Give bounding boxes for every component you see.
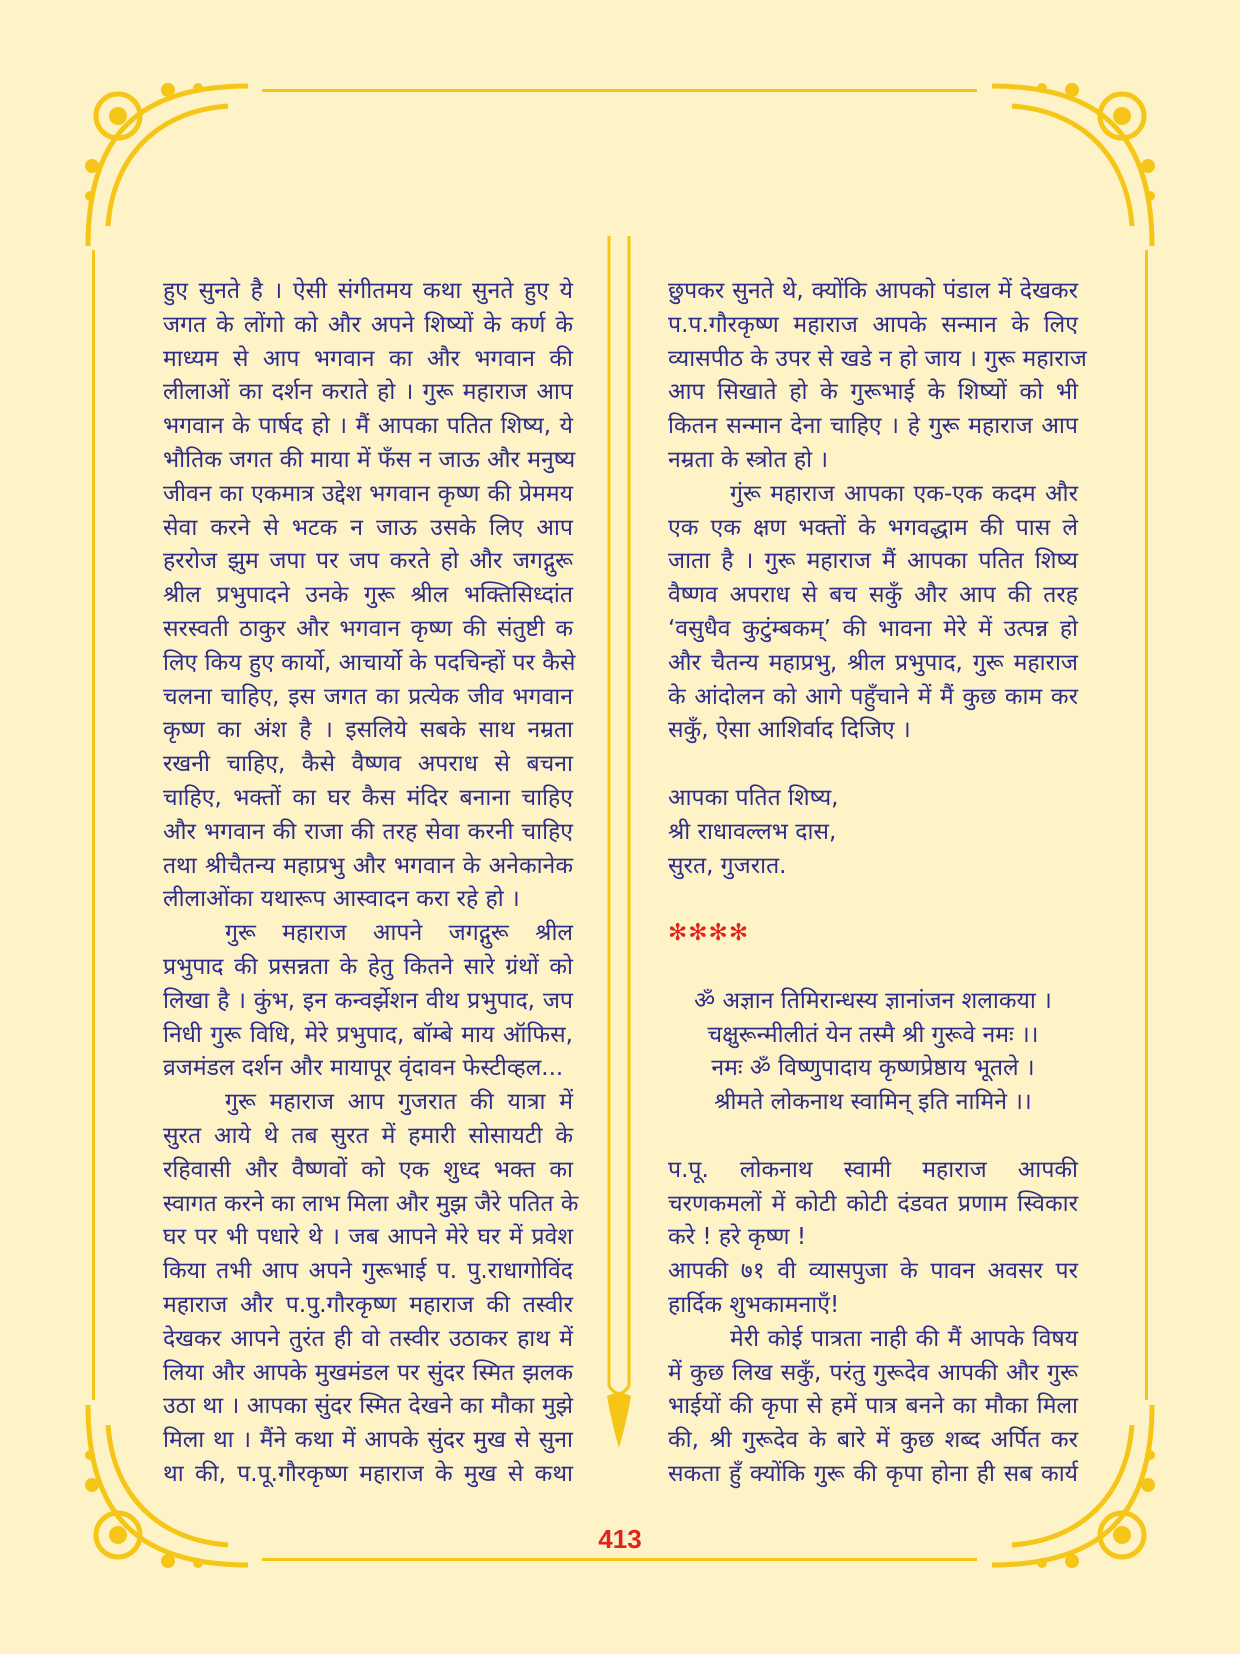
shloka-line: ॐ अज्ञान तिमिरान्धस्य ज्ञानांजन शलाकया । — [694, 987, 1052, 1014]
text-line: रहिवासी और वैष्णवों को एक शुध्द भक्त का — [163, 1156, 573, 1183]
text-line: छुपकर सुनते थे, क्योंकि आपको पंडाल में देखकर — [668, 278, 1078, 304]
text-line: लिखा है । कुंभ, इन कन्वर्झेशन वीथ प्रभुपाद, जप — [163, 987, 573, 1014]
text-line: और भगवान की राजा की तरह सेवा करनी चाहिए — [163, 818, 573, 845]
text-line: लिया और आपके मुखमंडल पर सुंदर स्मित झलक — [163, 1359, 573, 1386]
text-line: सकुँ, ऐसा आशिर्वाद दिजिए । — [668, 717, 911, 744]
section-separator-stars: ✻✻✻✻ — [668, 920, 750, 947]
text-line: भगवान के पार्षद हो । मैं आपका पतित शिष्य, ये — [163, 413, 573, 440]
text-line: श्रील प्रभुपादने उनके गुरू श्रील भक्तिसिध्दांत — [163, 582, 573, 609]
text-line: नम्रता के स्त्रोत हो । — [668, 447, 829, 473]
text-line: हार्दिक शुभकामनाएँ! — [668, 1292, 840, 1318]
text-line: में कुछ लिख सकुँ, परंतु गुरूदेव आपकी और गुरू — [668, 1359, 1078, 1386]
text-line: स्वागत करने का लाभ मिला और मुझ जैरे पतित के — [163, 1190, 579, 1217]
text-line: जीवन का एकमात्र उद्देश भगवान कृष्ण की प्रेममय — [163, 480, 573, 507]
text-line: निधी गुरू विधि, मेरे प्रभुपाद, बॉम्बे माय ऑफिस, — [163, 1021, 573, 1048]
shloka-line: नमः ॐ विष्णुपादाय कृष्णप्रेष्ठाय भूतले । — [711, 1055, 1035, 1082]
text-line: लीलाओंका यथारूप आस्वादन करा रहे हो । — [163, 886, 520, 913]
text-line: चलना चाहिए, इस जगत का प्रत्येक जीव भगवान — [163, 683, 573, 710]
text-line: तथा श्रीचैतन्य महाप्रभु और भगवान के अनेकानेक — [163, 852, 573, 879]
text-line: वैष्णव अपराध से बच सकुँ और आप की तरह — [668, 582, 1078, 609]
text-line: आपकी ७१ वी व्यासपुजा के पावन अवसर पर — [668, 1258, 1078, 1285]
text-line: महाराज और प.पु.गौरकृष्ण महाराज की तस्वीर — [163, 1292, 573, 1318]
text-line: भाईयों की कृपा से हमें पात्र बनने का मौका मिला — [668, 1393, 1078, 1420]
text-line: चरणकमलों में कोटी कोटी दंडवत प्रणाम स्विकार — [668, 1190, 1078, 1217]
text-line: मिला था । मैंने कथा में आपके सुंदर मुख से सुना — [163, 1427, 573, 1454]
text-line: करे ! हरे कृष्ण ! — [668, 1224, 807, 1251]
text-line: आप सिखाते हो के गुरूभाई के शिष्यों को भी — [668, 379, 1078, 406]
text-line: रखनी चाहिए, कैसे वैष्णव अपराध से बचना — [163, 751, 573, 778]
text-line: ‘वसुधैव कुटुंम्बकम्’ की भावना मेरे में उत्पन्न हो — [668, 616, 1078, 642]
text-line: व्यासपीठ के उपर से खडे न हो जाय । गुरू महाराज — [668, 345, 1087, 372]
text-line: उठा था । आपका सुंदर स्मित देखने का मौका मुझे — [163, 1393, 573, 1420]
text-line: घर पर भी पधारे थे । जब आपने मेरे घर में प्रवेश — [163, 1224, 573, 1251]
text-line: सेवा करने से भटक न जाऊ उसके लिए आप — [163, 514, 573, 541]
shloka-line: चक्षुरून्मीलीतं येन तस्मै श्री गुरूवे नमः ।। — [707, 1021, 1039, 1048]
text-line: प.प.गौरकृष्ण महाराज आपके सन्मान के लिए — [668, 311, 1078, 338]
text-line: लिए किय हुए कार्यो, आचार्यो के पदचिन्हों पर कैसे — [163, 649, 576, 676]
text-line: कितन सन्मान देना चाहिए । हे गुरू महाराज आप — [668, 413, 1078, 440]
text-line: गुंरू महाराज आपका एक-एक कदम और — [730, 480, 1078, 507]
text-line: माध्यम से आप भगवान का और भगवान की — [163, 345, 573, 372]
text-line: हुए सुनते है । ऐसी संगीतमय कथा सुनते हुए ये — [163, 278, 573, 304]
text-line: किया तभी आप अपने गुरूभाई प. पु.राधागोविंद — [163, 1258, 573, 1285]
text-line: जगत के लोंगो को और अपने शिष्यों के कर्ण के — [163, 311, 573, 338]
text-line: श्री राधावल्लभ दास, — [668, 818, 837, 845]
text-line: सुरत, गुजरात. — [668, 852, 787, 879]
text-line: प.पू. लोकनाथ स्वामी महाराज आपकी — [668, 1156, 1078, 1183]
corner-ornament-top-right — [982, 76, 1162, 256]
text-line: सरस्वती ठाकुर और भगवान कृष्ण की संतुष्टी क — [163, 616, 573, 642]
text-line: प्रभुपाद की प्रसन्नता के हेतु कितने सारे ग्रंथों को — [163, 954, 573, 980]
text-line: चाहिए, भक्तों का घर कैस मंदिर बनाना चाहिए — [163, 785, 573, 811]
right-border-line — [1145, 250, 1148, 1400]
corner-ornament-top-left — [78, 76, 258, 256]
text-line: और चैतन्य महाप्रभु, श्रील प्रभुपाद, गुरू महाराज — [668, 649, 1078, 676]
text-line: देखकर आपने तुरंत ही वो तस्वीर उठाकर हाथ में — [163, 1325, 573, 1352]
text-line: गुरू महाराज आपने जगद्गुरू श्रील — [225, 920, 573, 947]
divider-drop-ornament — [605, 1390, 633, 1450]
text-line: मेरी कोई पात्रता नाही की मैं आपके विषय — [730, 1325, 1078, 1352]
page-number: 413 — [598, 1524, 642, 1554]
text-line: गुरू महाराज आप गुजरात की यात्रा में — [225, 1089, 573, 1116]
text-line: सुरत आये थे तब सुरत में हमारी सोसायटी के — [163, 1123, 573, 1149]
shloka-line: श्रीमते लोकनाथ स्वामिन् इति नामिने ।। — [714, 1089, 1032, 1116]
text-line: के आंदोलन को आगे पहुँचाने में मैं कुछ काम कर — [668, 683, 1078, 710]
text-line: लीलाओं का दर्शन कराते हो । गुरू महाराज आप — [163, 379, 573, 406]
text-line: एक एक क्षण भक्तों के भगवद्धाम की पास ले — [668, 514, 1078, 541]
text-line: सकता हुँ क्योंकि गुरू की कृपा होना ही सब कार्य — [668, 1461, 1078, 1487]
text-line: आपका पतित शिष्य, — [668, 785, 839, 811]
text-line: व्रजमंडल दर्शन और मायापूर वृंदावन फेस्टीव्हल... — [163, 1055, 564, 1082]
top-border-line — [262, 89, 977, 92]
text-line: हररोज झुम जपा पर जप करते हो और जगद्गुरू — [163, 548, 573, 575]
text-line: था की, प.पू.गौरकृष्ण महाराज के मुख से कथा — [163, 1461, 573, 1487]
text-line: जाता है । गुरू महाराज मैं आपका पतित शिष्य — [668, 548, 1078, 575]
text-line: भौतिक जगत की माया में फँस न जाऊ और मनुष्य — [163, 447, 576, 473]
bottom-border-line — [262, 1558, 977, 1561]
text-line: की, श्री गुरूदेव के बारे में कुछ शब्द अर्पित कर — [668, 1427, 1078, 1454]
text-line: कृष्ण का अंश है । इसलिये सबके साथ नम्रता — [163, 717, 573, 744]
column-divider — [606, 236, 632, 1396]
left-border-line — [92, 250, 95, 1400]
